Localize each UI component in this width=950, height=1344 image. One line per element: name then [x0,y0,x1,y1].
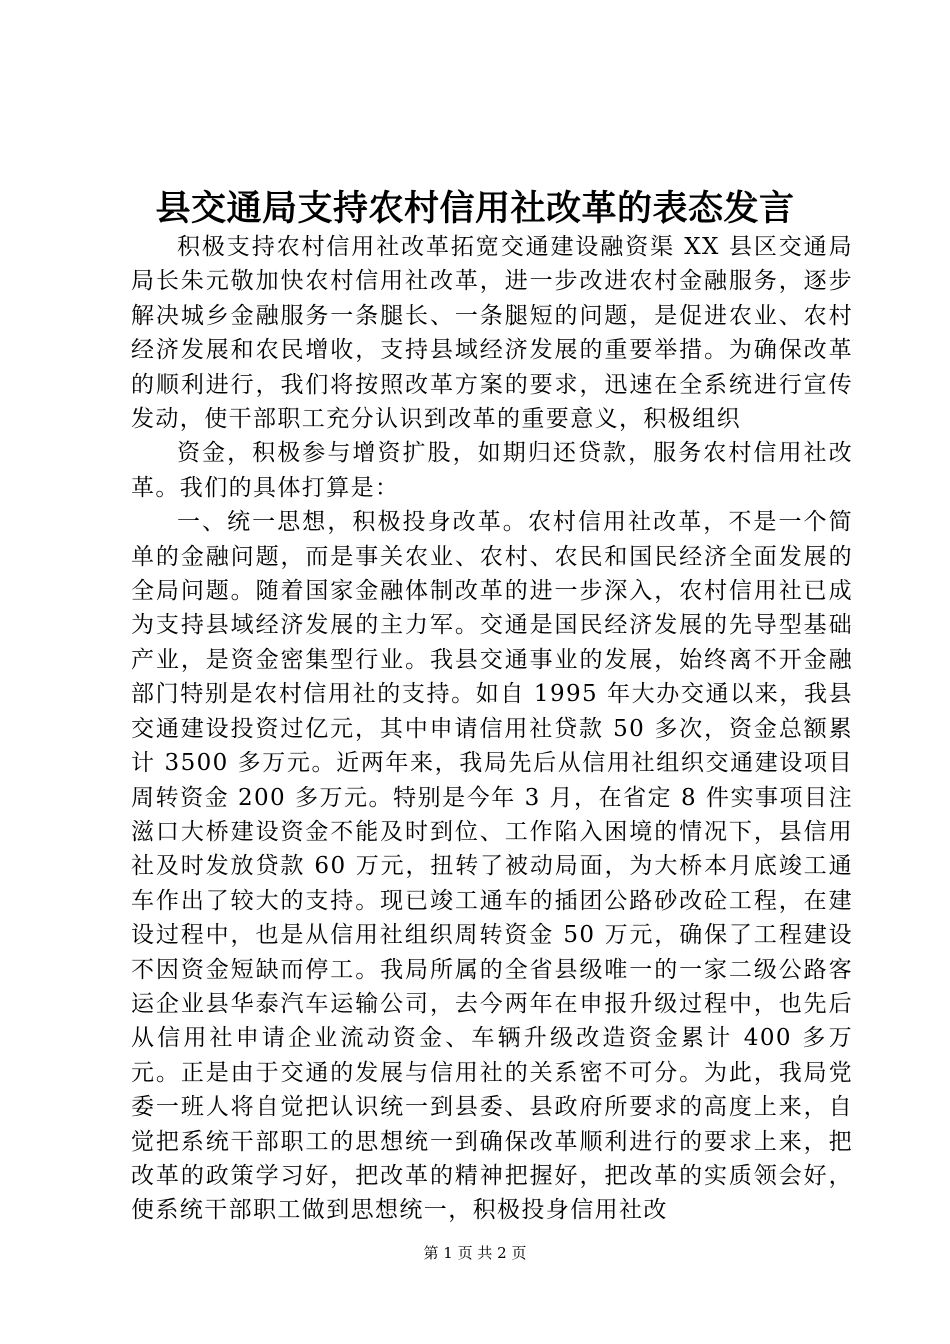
paragraph-section-one: 一、统一思想，积极投身改革。农村信用社改革，不是一个简单的金融问题，而是事关农业、农村、农民和国民经济全面发展的全局问题。随着国家金融体制改革的进一步深入，农村信用社已成为支持县域经济发展的主力军。交通是国民经济发展的先导型基础产业，是资金密集型行业。我县交通事业的发展，始终离不开金融部门特别是农村信用社的支持。如自 1995 年大办交通以来，我县交通建设投资过亿元，其中申请信用社贷款 50 多次，资金总额累计 3500 多万元。近两年来，我局先后从信用社组织交通建设项目周转资金 200 多万元。特别是今年 3 月，在省定 8 件实事项目注滋口大桥建设资金不能及时到位、工作陷入困境的情况下，县信用社及时发放贷款 60 万元，扭转了被动局面，为大桥本月底竣工通车作出了较大的支持。现已竣工通车的插团公路砂改砼工程，在建设过程中，也是从信用社组织周转资金 50 万元，确保了工程建设不因资金短缺而停工。我局所属的全省县级唯一的一家二级公路客运企业县华泰汽车运输公司，去今两年在申报升级过程中，也先后从信用社申请企业流动资金、车辆升级改造资金累计 400 多万元。正是由于交通的发展与信用社的关系密不可分。为此，我局党委一班人将自觉把认识统一到县委、县政府所要求的高度上来，自觉把系统干部职工的思想统一到确保改革顺利进行的要求上来，把改革的政策学习好，把改革的精神把握好，把改革的实质领会好，使系统干部职工做到思想统一，积极投身信用社改 [131,509,853,1224]
document-body [131,230,853,1228]
page-footer: 第 1 页 共 2 页 [423,1244,527,1262]
paragraph-intro: 积极支持农村信用社改革拓宽交通建设融资渠 XX 县区交通局局长朱元敬加快农村信用社改革，进一步改进农村金融服务，逐步解决城乡金融服务一条腿长、一条腿短的问题，是促进农业、农村经济发展和农民增收，支持县域经济发展的重要举措。为确保改革的顺利进行，我们将按照改革方案的要求，迅速在全系统进行宣传发动，使干部职工充分认识到改革的重要意义，积极组织 [131,234,853,433]
paragraph-plan: 资金，积极参与增资扩股，如期归还贷款，服务农村信用社改革。我们的具体打算是： [131,440,853,501]
document-title: 县交通局支持农村信用社改革的表态发言 [155,188,795,229]
